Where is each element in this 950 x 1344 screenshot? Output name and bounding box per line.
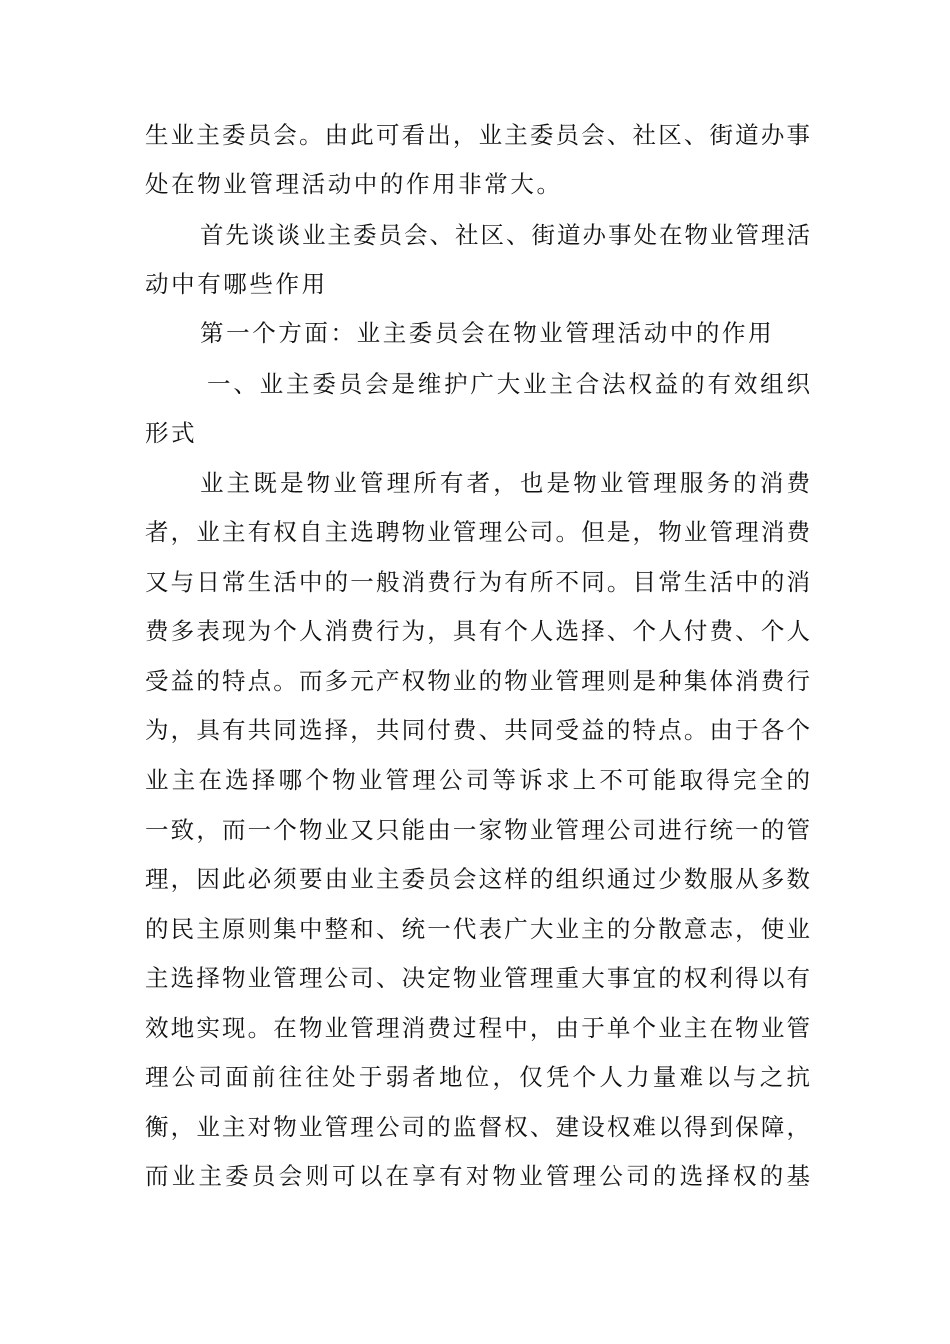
body-text-line: 效地实现。在物业管理消费过程中，由于单个业主在物业管 xyxy=(145,1014,810,1042)
body-text-line: 为，具有共同选择，共同付费、共同受益的特点。由于各个 xyxy=(145,716,810,744)
subsection-heading: 一、业主委员会是维护广大业主合法权益的有效组织 xyxy=(207,370,810,398)
body-text-line: 动中有哪些作用 xyxy=(145,270,328,298)
paragraph-first-line: 首先谈谈业主委员会、社区、街道办事处在物业管理活 xyxy=(200,221,810,249)
paragraph-first-line: 业主既是物业管理所有者，也是物业管理服务的消费 xyxy=(200,469,810,497)
body-text-line: 生业主委员会。由此可看出，业主委员会、社区、街道办事 xyxy=(145,121,810,149)
subsection-heading-continuation: 形式 xyxy=(145,419,198,447)
body-text-line: 者，业主有权自主选聘物业管理公司。但是，物业管理消费 xyxy=(145,518,810,546)
body-text-line: 受益的特点。而多元产权物业的物业管理则是种集体消费行 xyxy=(145,667,810,695)
body-text-line: 业主在选择哪个物业管理公司等诉求上不可能取得完全的 xyxy=(145,766,810,794)
body-text-line: 主选择物业管理公司、决定物业管理重大事宜的权利得以有 xyxy=(145,964,810,992)
section-heading: 第一个方面：业主委员会在物业管理活动中的作用 xyxy=(200,319,775,347)
body-text-line: 的民主原则集中整和、统一代表广大业主的分散意志，使业 xyxy=(145,915,810,943)
body-text-line: 衡，业主对物业管理公司的监督权、建设权难以得到保障， xyxy=(145,1113,810,1141)
body-text-line: 而业主委员会则可以在享有对物业管理公司的选择权的基 xyxy=(145,1162,810,1190)
body-text-line: 理公司面前往往处于弱者地位，仅凭个人力量难以与之抗 xyxy=(145,1063,810,1091)
body-text-line: 一致，而一个物业又只能由一家物业管理公司进行统一的管 xyxy=(145,816,810,844)
body-text-line: 处在物业管理活动中的作用非常大。 xyxy=(145,170,563,198)
body-text-line: 理，因此必须要由业主委员会这样的组织通过少数服从多数 xyxy=(145,865,810,893)
body-text-line: 又与日常生活中的一般消费行为有所不同。目常生活中的消 xyxy=(145,568,810,596)
body-text-line: 费多表现为个人消费行为，具有个人选择、个人付费、个人 xyxy=(145,617,810,645)
